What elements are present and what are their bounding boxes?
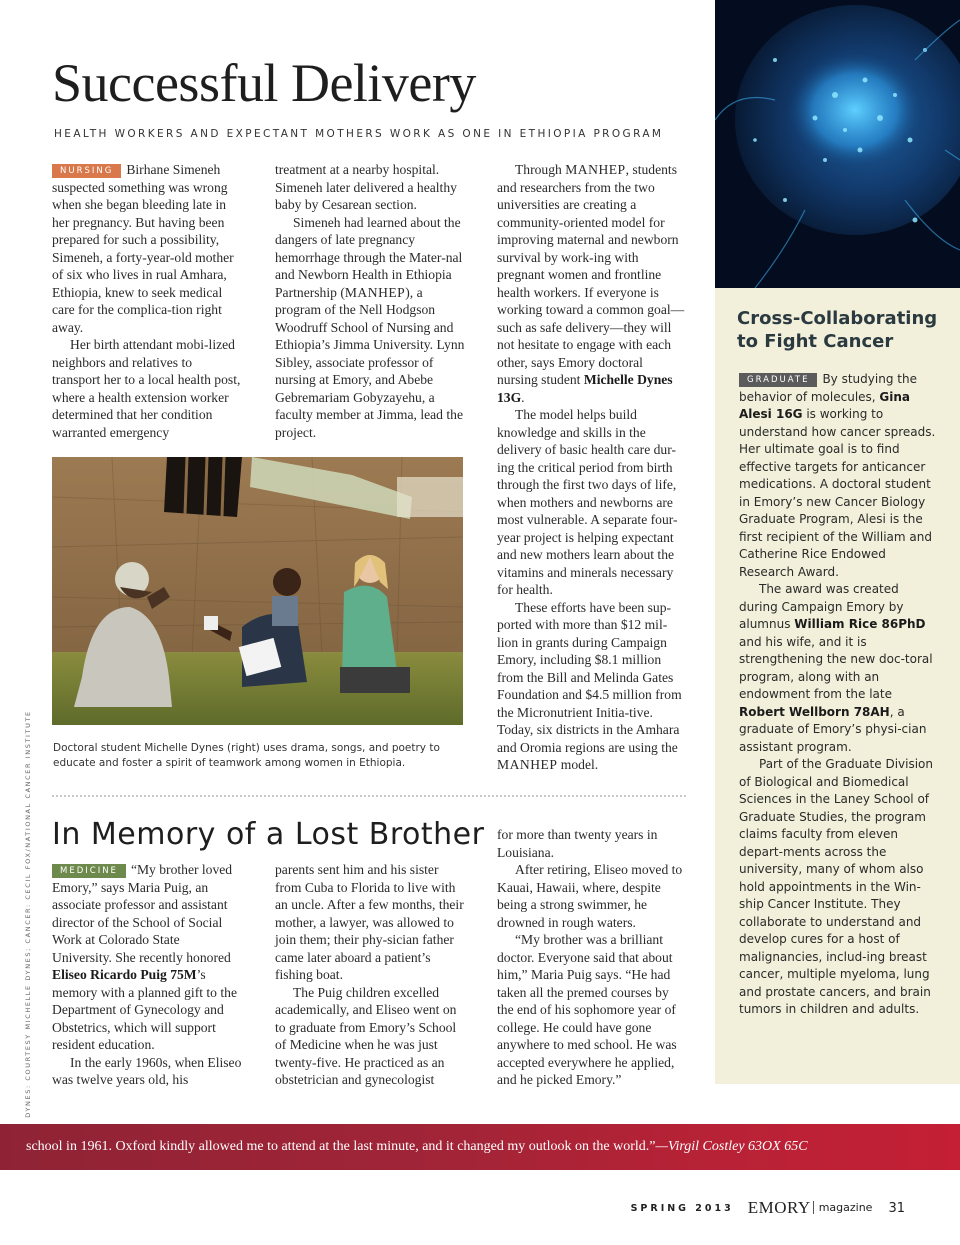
nursing-tag: NURSING: [52, 164, 121, 178]
article-title: Successful Delivery: [52, 53, 476, 113]
article2-title: In Memory of a Lost Brother: [52, 817, 485, 852]
article2-paragraph: In the early 1960s, when Eliseo was twelve years old, his: [52, 1054, 242, 1087]
medicine-tag: MEDICINE: [52, 864, 126, 878]
article2-paragraph: The Puig children excelled academically, and Eliseo went on to graduate from Emory’s School of Medicine when he was just twenty-five. He practiced as an obstetrician and gynecologist: [275, 984, 457, 1087]
article2-paragraph: After retiring, Eliseo moved to Kauai, Hawaii, where, despite being a strong swimmer, he drowned in rough waters.: [497, 862, 683, 930]
page-footer: [631, 1198, 905, 1218]
person-name: Robert Wellborn 78AH: [739, 704, 890, 719]
article1-paragraph: Simeneh had learned about the dangers of late pregnancy hemorrhage through the Mater-nal and Newborn Health in Ethiopia Partnership (MANHEP), a program of the Nell Hodgson Woodruff School of Nursing and Ethiopia’s Jimma University. Lynn Sibley, associate professor of nursing at Emory, and Abebe Gebremariam Gobyzayehu, a faculty member at Jimma, lead the project.: [275, 214, 465, 440]
article1-paragraph: These efforts have been sup-ported with more than $12 mil-lion in grants during Campaign Emory, including $8.1 million from the Bill and Melinda Gates Foundation and $4.5 million from the Micronutrient Initia-tive. Today, six districts in the Amhara and Oromia regions are using the MANHEP model.: [497, 599, 682, 772]
article2-paragraph: for more than twenty years in Louisiana.: [497, 827, 658, 860]
page-number: 31: [888, 1201, 905, 1216]
cancer-cell-illustration: [715, 0, 960, 288]
cancer-cell-image: [715, 0, 960, 288]
sidebar-paragraph: Part of the Graduate Division of Biological and Biomedical Sciences in the Laney School of Graduate Studies, the program claims faculty from eleven depart-ments across the university, many of whom also hold appointments in the Win-ship Cancer Institute. They collaborate to understand and develop cures for a host of malignancies, includ-ing breast cancer, multiple myeloma, lung and prostate cancers, and brain tumors in children and adults.: [739, 757, 933, 1016]
photo-caption: Doctoral student Michelle Dynes (right) uses drama, songs, and poetry to educate and foster a spirit of teamwork among women in Ethiopia.: [53, 742, 440, 769]
issue-season: SPRING 2013: [630, 1203, 734, 1214]
article1-column-3: [497, 161, 687, 774]
article2-paragraph: MEDICINE “My brother loved Emory,” says Maria Puig, an associate professor and assistant director of the School of Social Work at Colorado State University. She recently honored Eliseo Ricardo Puig 75M’s memory with a planned gift to the Department of Gynecology and Obstetrics, which will support resident education.: [52, 862, 237, 1052]
person-name: Gina Alesi 16G: [739, 389, 911, 421]
section-divider: [52, 795, 686, 797]
article1-column-2: [275, 161, 469, 441]
sidebar-title: Cross-Collaborating to Fight Cancer: [737, 308, 938, 352]
article-subtitle: HEALTH WORKERS AND EXPECTANT MOTHERS WORK AS ONE IN ETHIOPIA PROGRAM: [54, 128, 664, 140]
person-name: William Rice 86PhD: [794, 617, 926, 631]
sidebar-paragraph: The award was created during Campaign Emory by alumnus William Rice 86PhD and his wife, and it is strengthening the new doc-toral program, along with an endowment from the late Robert Wellborn 78AH, a graduate of Emory’s physi-cian assistant program.: [739, 582, 933, 754]
manhep-acronym: MANHEP: [344, 284, 406, 300]
article1-paragraph: treatment at a nearby hospital. Simeneh later delivered a healthy baby by Cesarean section.: [275, 162, 457, 212]
article2-paragraph: “My brother was a brilliant doctor. Everyone said that about him,” Maria Puig says. “He had taken all the premed courses by the end of his sophomore year of college. He could have gone anywhere to med school. He was accepted everywhere he applied, and he picked Emory.”: [497, 932, 677, 1087]
photo-credit: DYNES: COURTESY MICHELLE DYNES; CANCER: CECIL FOX/NATIONAL CANCER INSTITUTE: [24, 710, 32, 1118]
photo-illustration: [52, 457, 463, 725]
sidebar-paragraph: GRADUATE By studying the behavior of molecules, Gina Alesi 16G is working to understand how cancer spreads. Her ultimate goal is to find effective targets for anticancer medications. A doctoral student in Emory’s new Cancer Biology Graduate Program, Alesi is the first recipient of the William and Catherine Rice Endowed Research Award.: [739, 372, 936, 579]
emory-logo: EMORY: [747, 1198, 811, 1217]
person-name: Michelle Dynes 13G: [497, 372, 673, 405]
magazine-label: magazine: [813, 1201, 873, 1214]
sidebar-body: [739, 371, 939, 1019]
person-name: Eliseo Ricardo Puig 75M: [52, 967, 197, 982]
article2-column-1: [52, 861, 242, 1089]
article2-column-3: [497, 826, 687, 1089]
graduate-tag: GRADUATE: [739, 373, 817, 387]
article1-paragraph: The model helps build knowledge and skills in the delivery of basic health care dur-ing the critical period from birth through the first two days of life, when mothers and newborns are most vulnerable. A separate four-year project is helping expectant and new mothers learn about the vitamins and minerals necessary for health.: [497, 407, 678, 597]
ethiopia-photo: [52, 457, 463, 725]
article2-paragraph: parents sent him and his sister from Cuba to Florida to live with an uncle. After a few months, their mother, a lawyer, was allowed to join them; their phy-sician father came later aboard a patient’s fishing boat.: [275, 862, 464, 982]
article2-column-2: [275, 861, 467, 1089]
article1-column-1: [52, 161, 242, 441]
article1-paragraph: Her birth attendant mobi-lized neighbors and relatives to transport her to a local health post, where a health extension worker determined that her condition warranted emergency: [52, 337, 241, 440]
article1-paragraph: Through MANHEP, students and researchers from the two universities are creating a community-oriented model for improving maternal and newborn survival by work-ing with pregnant women and frontline health workers. If everyone is working toward a common goal—such as safe delivery—they will not hesitate to engage with each other, says Emory doctoral nursing student Michelle Dynes 13G.: [497, 162, 685, 405]
banner-attribution: —Virgil Costley 63OX 65C: [655, 1139, 808, 1154]
banner-quote: school in 1961. Oxford kindly allowed me to attend at the last minute, and it changed my outlook on the world.”—Virgil Costley 63OX 65C: [26, 1139, 808, 1154]
article1-paragraph: NURSING Birhane Simeneh suspected something was wrong when she began bleeding late in her pregnancy. But having been prepared for such a possibility, Simeneh, a forty-year-old mother of six who lives in rual Amhara, Ethiopia, knew to seek medical care for the complica-tion right away.: [52, 162, 234, 335]
